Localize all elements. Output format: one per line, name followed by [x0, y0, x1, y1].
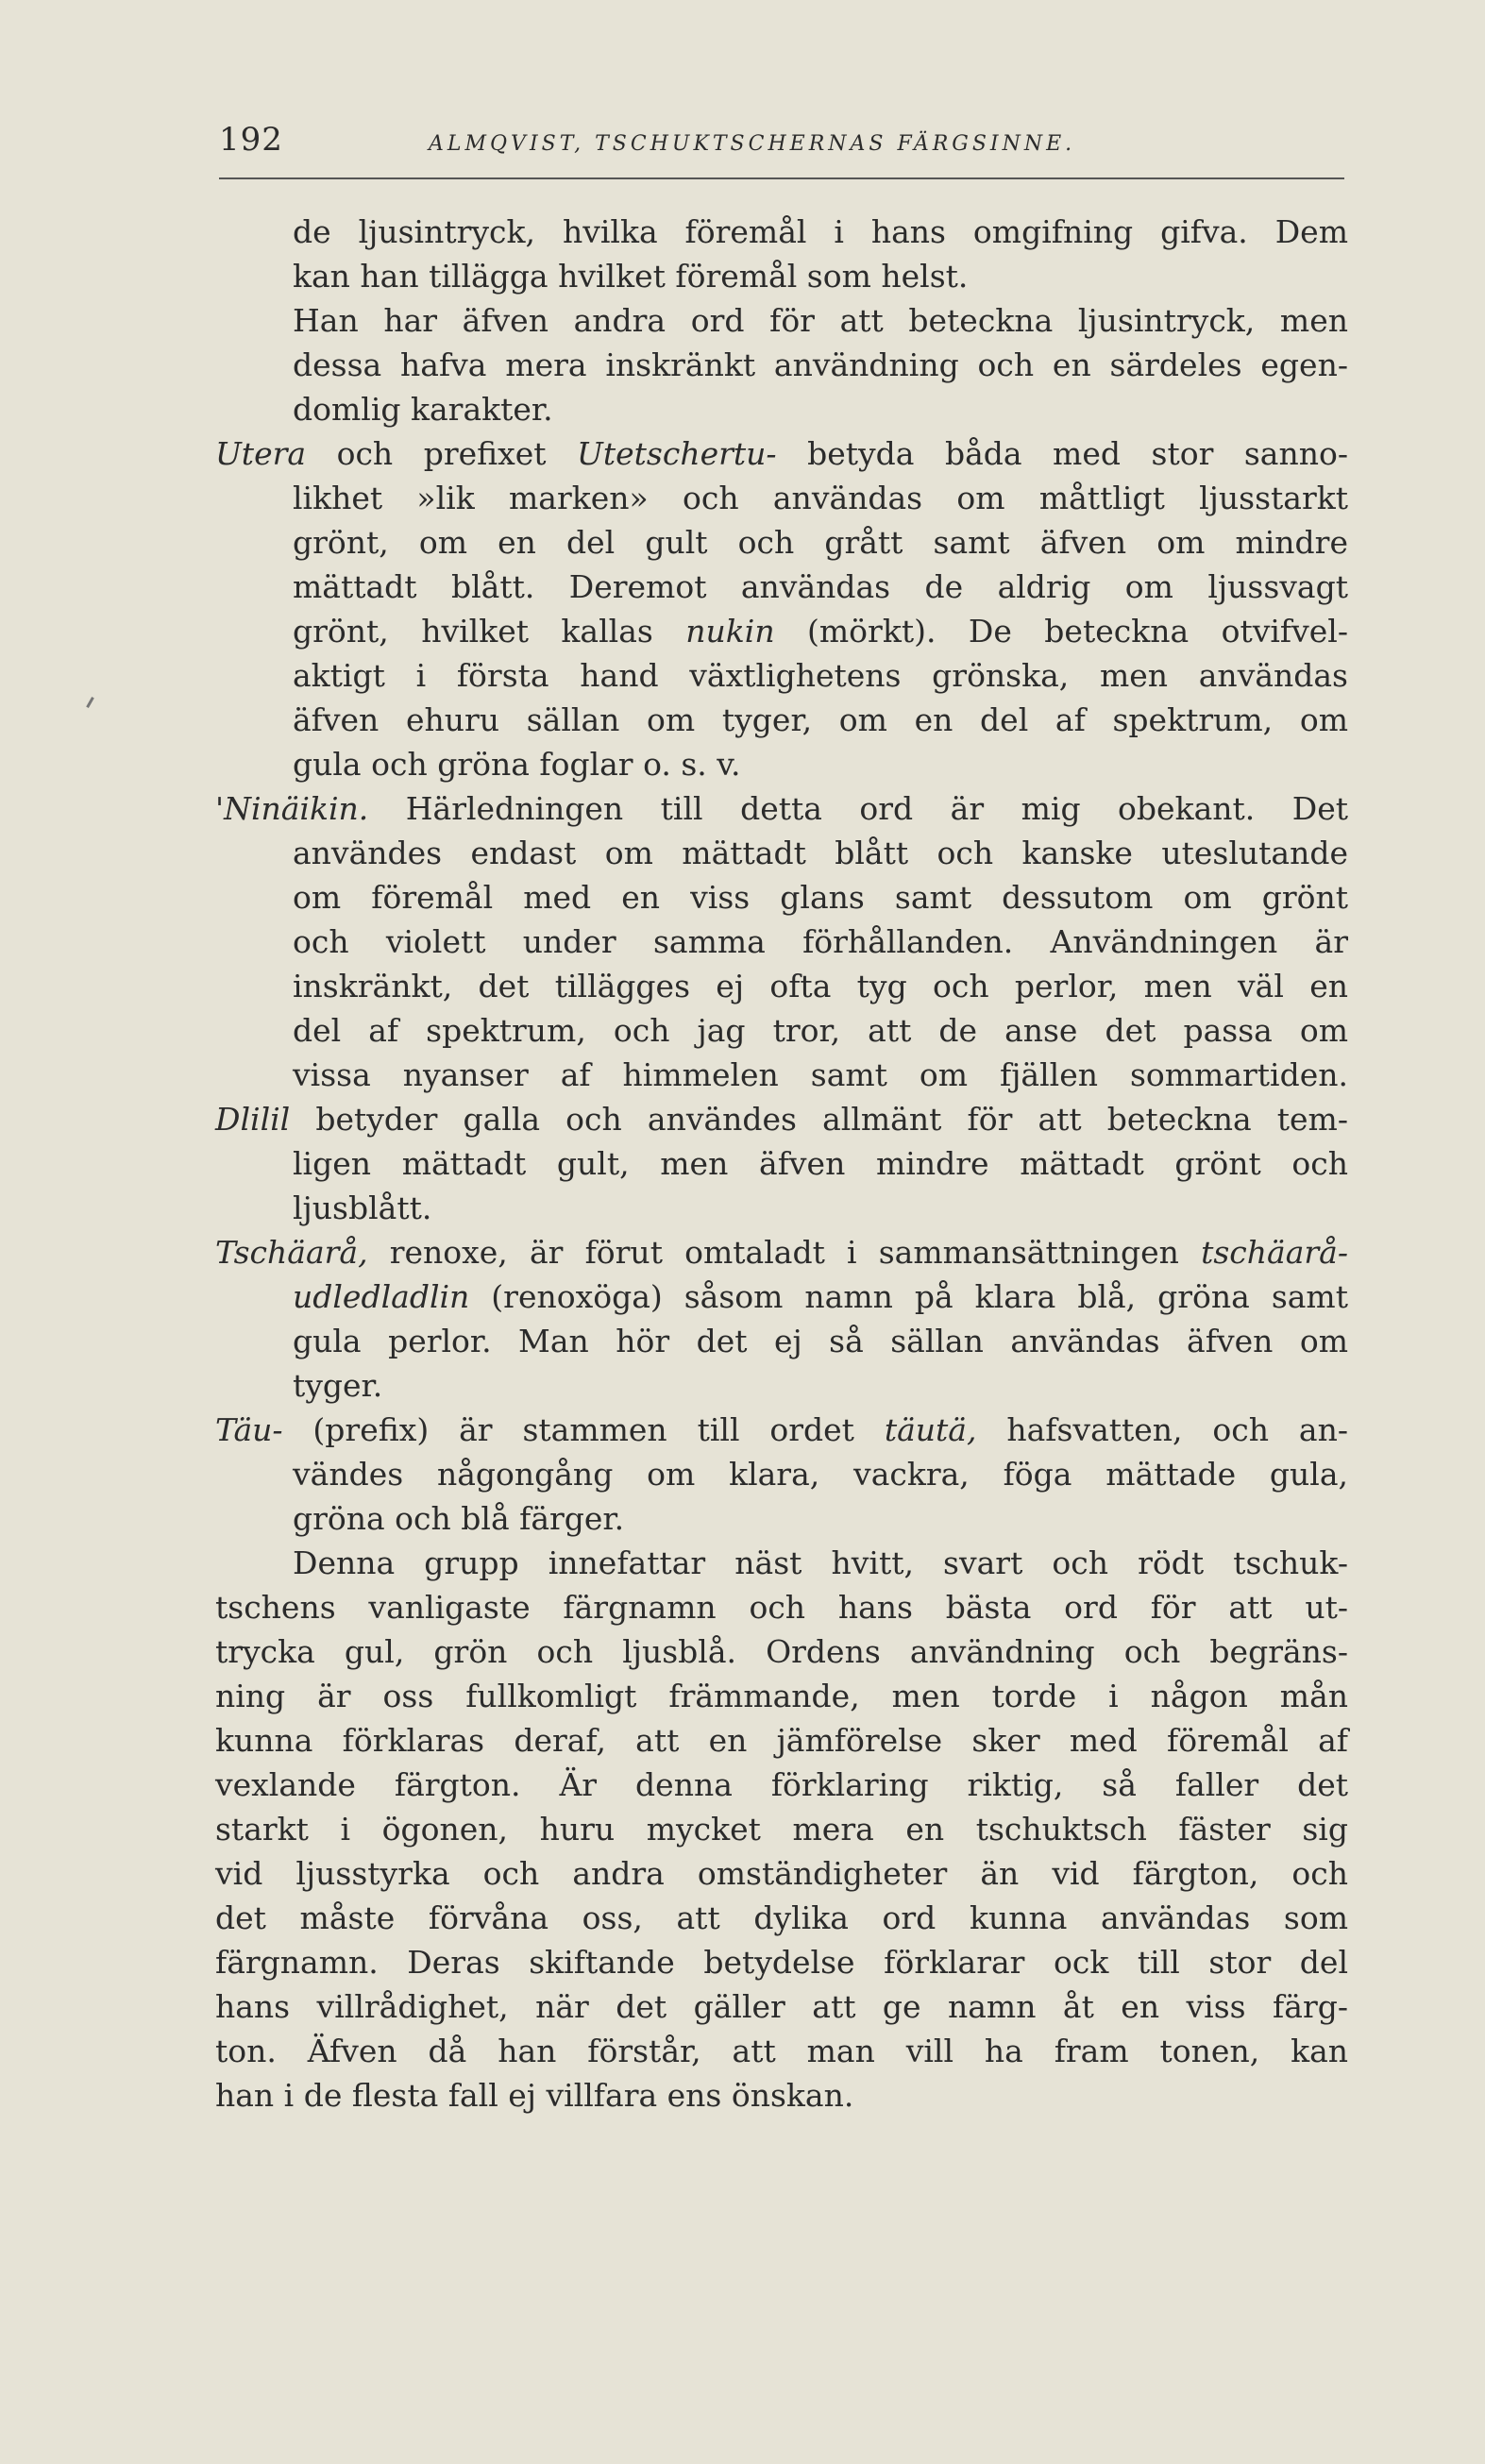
text-run: hafsvatten, och an-: [976, 1411, 1349, 1448]
text-line: [215, 298, 1348, 343]
text-line: [215, 2029, 1348, 2073]
text-run: renoxe, är förut omtaladt i sammansättningen: [367, 1234, 1202, 1271]
text-line: [215, 920, 1348, 964]
text-run: tschens vanligaste färgnamn och hans bästa ord för att ut-: [215, 1589, 1348, 1626]
text-run: grönt, om en del gult och grått samt äfven om mindre: [293, 524, 1348, 561]
text-run: gula perlor. Man hör det ej så sällan användas äfven om: [293, 1323, 1348, 1359]
text-run: gula och gröna foglar o. s. v.: [293, 746, 741, 783]
text-run: och violett under samma förhållanden. Användningen är: [293, 923, 1348, 960]
text-run: äfven ehuru sällan om tyger, om en del af spektrum, om: [293, 701, 1348, 738]
text-line: [215, 1008, 1348, 1053]
text-line: [215, 742, 1348, 786]
margin-mark: [86, 697, 94, 708]
text-run: trycka gul, grön och ljusblå. Ordens användning och begräns-: [215, 1633, 1348, 1670]
text-line: [215, 786, 1348, 831]
text-run: kan han tillägga hvilket föremål som helst.: [293, 258, 969, 295]
text-run: gröna och blå färger.: [293, 1500, 625, 1537]
text-run: betyder galla och användes allmänt för att beteckna tem-: [290, 1101, 1348, 1138]
text-line: [215, 343, 1348, 387]
text-run: del af spektrum, och jag tror, att de anse det passa om: [293, 1012, 1348, 1049]
text-run: Denna grupp innefattar näst hvitt, svart och rödt tschuk-: [293, 1544, 1348, 1581]
text-line: [215, 431, 1348, 476]
page-number: 192: [219, 121, 283, 159]
text-run: vändes någongång om klara, vackra, föga mättade gula,: [293, 1456, 1348, 1493]
text-line: [215, 1763, 1348, 1807]
italic-term: Dlilil: [215, 1101, 291, 1138]
text-run: och prefixet: [306, 435, 578, 472]
italic-term: 'Ninäikin.: [215, 790, 369, 827]
text-run: de ljusintryck, hvilka föremål i hans omgifning gifva. Dem: [293, 213, 1348, 250]
text-line: [215, 254, 1348, 298]
text-run: hans villrådighet, när det gäller att ge namn åt en viss färg-: [215, 1988, 1348, 2025]
text-line: [215, 1452, 1348, 1496]
text-line: [215, 1807, 1348, 1851]
text-run: ning är oss fullkomligt främmande, men torde i någon mån: [215, 1678, 1348, 1714]
text-line: [215, 1851, 1348, 1896]
text-run: kunna förklaras deraf, att en jämförelse sker med föremål af: [215, 1722, 1348, 1759]
text-line: [215, 1585, 1348, 1629]
text-run: (renoxöga) såsom namn på klara blå, gröna samt: [469, 1278, 1348, 1315]
italic-term: Utera: [215, 435, 307, 472]
italic-term: nukin: [685, 613, 775, 650]
text-line: [215, 476, 1348, 520]
text-line: [215, 1141, 1348, 1186]
text-run: domlig karakter.: [293, 391, 553, 428]
text-line: [215, 2073, 1348, 2118]
text-run: betyda båda med stor sanno-: [776, 435, 1348, 472]
text-line: [215, 1541, 1348, 1585]
text-line: [215, 1319, 1348, 1363]
text-run: användes endast om mättadt blått och kanske uteslutande: [293, 835, 1348, 871]
body-text: [215, 210, 1348, 2118]
text-run: Härledningen till detta ord är mig obekant. Det: [368, 790, 1348, 827]
text-line: [215, 387, 1348, 431]
italic-term: täutä,: [884, 1411, 977, 1448]
text-run: det måste förvåna oss, att dylika ord kunna användas som: [215, 1899, 1348, 1936]
italic-term: Täu-: [215, 1411, 283, 1448]
text-run: aktigt i första hand växtlighetens grönska, men användas: [293, 657, 1348, 694]
text-line: [215, 831, 1348, 875]
text-run: inskränkt, det tillägges ej ofta tyg och perlor, men väl en: [293, 968, 1348, 1004]
text-line: [215, 698, 1348, 742]
text-line: [215, 964, 1348, 1008]
text-run: likhet »lik marken» och användas om måttligt ljusstarkt: [293, 480, 1348, 516]
running-head: ALMQVIST, TSCHUKTSCHERNAS FÄRGSINNE.: [429, 132, 1076, 156]
text-line: [215, 1718, 1348, 1763]
italic-term: udledladlin: [293, 1278, 470, 1315]
text-run: Han har äfven andra ord för att beteckna ljusintryck, men: [293, 302, 1348, 339]
text-line: [215, 1674, 1348, 1718]
text-line: [215, 609, 1348, 653]
header-rule: [219, 177, 1344, 179]
text-line: [215, 1408, 1348, 1452]
text-run: vexlande färgton. Är denna förklaring riktig, så faller det: [215, 1766, 1348, 1803]
text-run: (mörkt). De beteckna otvifvel-: [774, 613, 1348, 650]
text-run: ljusblått.: [293, 1190, 432, 1226]
text-line: [215, 1629, 1348, 1674]
text-line: [215, 1097, 1348, 1141]
italic-term: tschäarå-: [1201, 1234, 1348, 1271]
text-run: mättadt blått. Deremot användas de aldrig om ljussvagt: [293, 568, 1348, 605]
text-run: vid ljusstyrka och andra omständigheter än vid färgton, och: [215, 1855, 1348, 1892]
text-line: [215, 520, 1348, 565]
text-run: om föremål med en viss glans samt dessutom om grönt: [293, 879, 1348, 916]
text-line: [215, 210, 1348, 254]
text-run: vissa nyanser af himmelen samt om fjällen sommartiden.: [293, 1056, 1348, 1093]
text-run: färgnamn. Deras skiftande betydelse förklarar ock till stor del: [215, 1944, 1348, 1981]
text-line: [215, 1984, 1348, 2029]
text-run: (prefix) är stammen till ordet: [282, 1411, 885, 1448]
text-line: [215, 1896, 1348, 1940]
text-line: [215, 1940, 1348, 1984]
text-line: [215, 653, 1348, 698]
text-line: [215, 565, 1348, 609]
text-line: [215, 1186, 1348, 1230]
italic-term: Tschäarå,: [215, 1234, 368, 1271]
text-line: [215, 1363, 1348, 1408]
text-line: [215, 875, 1348, 920]
text-run: tyger.: [293, 1367, 383, 1404]
italic-term: Utetschertu-: [577, 435, 777, 472]
text-run: dessa hafva mera inskränkt användning och en särdeles egen-: [293, 346, 1348, 383]
text-line: [215, 1496, 1348, 1541]
text-run: han i de flesta fall ej villfara ens önskan.: [215, 2077, 854, 2114]
text-line: [215, 1230, 1348, 1274]
text-line: [215, 1053, 1348, 1097]
page-header: [219, 121, 1342, 168]
text-run: starkt i ögonen, huru mycket mera en tschuktsch fäster sig: [215, 1811, 1348, 1848]
text-run: grönt, hvilket kallas: [293, 613, 686, 650]
text-run: ton. Äfven då han förstår, att man vill ha fram tonen, kan: [215, 2033, 1348, 2069]
text-line: [215, 1274, 1348, 1319]
text-run: ligen mättadt gult, men äfven mindre mättadt grönt och: [293, 1145, 1348, 1182]
